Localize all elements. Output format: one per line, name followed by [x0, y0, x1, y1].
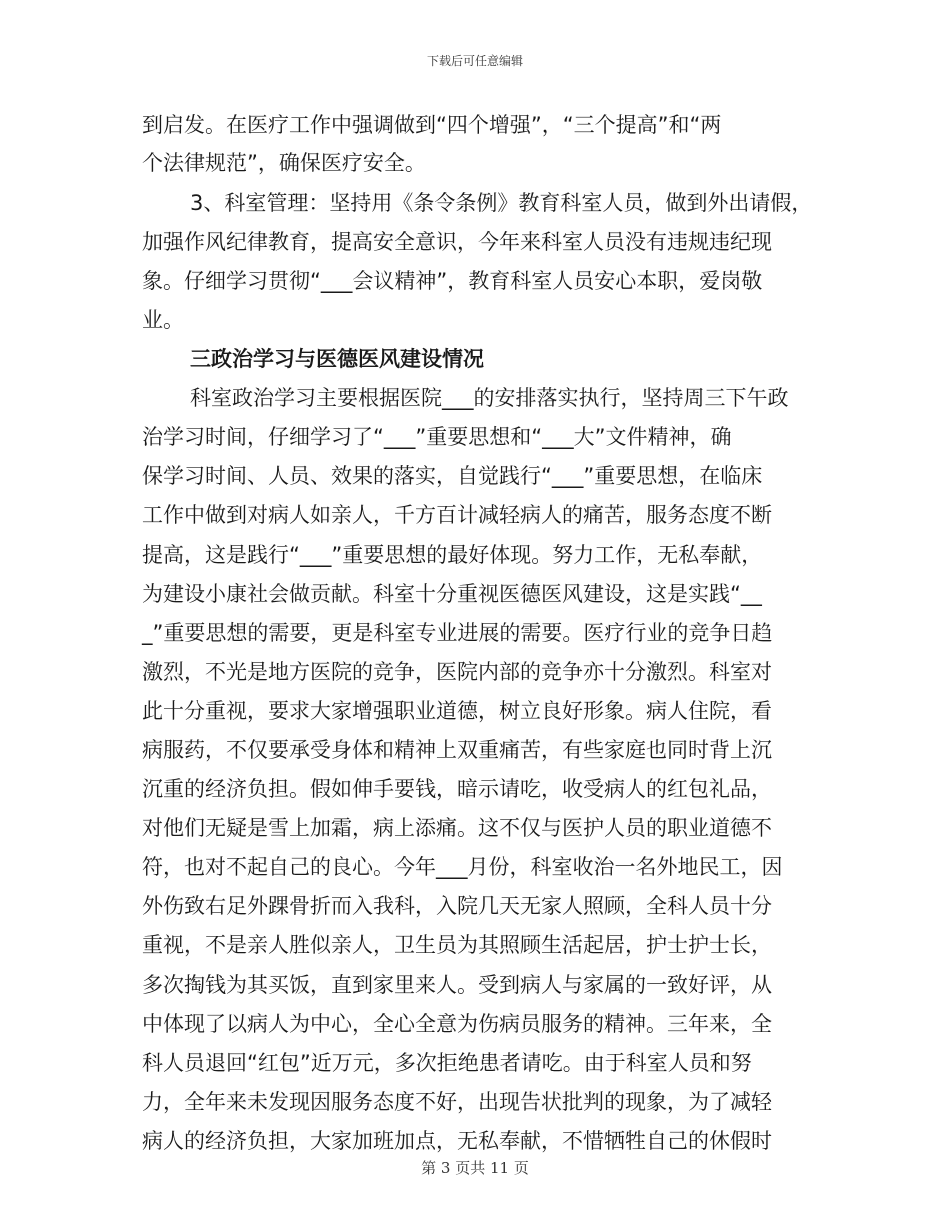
body-line: 个法律规范”，确保医疗安全。 [142, 151, 426, 175]
body-line: 多次掏钱为其买饭，直到家里来人。受到病人与家属的一致好评，从 [142, 973, 772, 997]
body-line: 治学习时间，仔细学习了“___”重要思想和“___大”文件精神，确 [142, 425, 732, 449]
page-header-note: 下载后可任意编辑 [426, 54, 523, 68]
body-line: 病服药，不仅要承受身体和精神上双重痛苦，有些家庭也同时背上沉 [142, 738, 772, 762]
body-line: 科人员退回“红包”近万元，多次拒绝患者请吃。由于科室人员和努 [142, 1051, 752, 1075]
body-line: 重视，不是亲人胜似亲人，卫生员为其照顾生活起居，护士护士长， [142, 933, 772, 957]
body-line: 符，也对不起自己的良心。今年___月份，科室收治一名外地民工，因 [142, 855, 783, 879]
body-line: 3、科室管理：坚持用《条令条例》教育科室人员，做到外出请假， [190, 191, 813, 215]
body-line: _”重要思想的需要，更是科室专业进展的需要。医疗行业的竞争日趋 [142, 621, 773, 645]
body-line: 加强作风纪律教育，提高安全意识，今年来科室人员没有违规违纪现 [142, 230, 772, 254]
body-line: 为建设小康社会做贡献。科室十分重视医德医风建设，这是实践“__ [142, 582, 762, 606]
body-line: 提高，这是践行“___”重要思想的最好体现。努力工作，无私奉献， [142, 543, 763, 567]
body-line: 中体现了以病人为中心，全心全意为伤病员服务的精神。三年来，全 [142, 1012, 772, 1036]
body-line: 对他们无疑是雪上加霜，病上添痛。这不仅与医护人员的职业道德不 [142, 816, 772, 840]
body-line: 病人的经济负担，大家加班加点，无私奉献，不惜牺牲自己的休假时 [142, 1129, 772, 1153]
body-line: 保学习时间、人员、效果的落实，自觉践行“___”重要思想，在临床 [142, 464, 763, 488]
body-line: 沉重的经济负担。假如伸手要钱，暗示请吃，收受病人的红包礼品， [142, 777, 772, 801]
body-line: 业。 [142, 308, 184, 332]
body-line: 外伤致右足外踝骨折而入我科，入院几天无家人照顾，全科人员十分 [142, 894, 772, 918]
body-line: 象。仔细学习贯彻“___会议精神”，教育科室人员安心本职，爱岗敬 [142, 269, 763, 293]
body-line: 到启发。在医疗工作中强调做到“四个增强”，“三个提高”和“两 [142, 113, 722, 137]
body-line: 此十分重视，要求大家增强职业道德，树立良好形象。病人住院，看 [142, 699, 772, 723]
body-line: 力，全年来未发现因服务态度不好，出现告状批判的现象，为了减轻 [142, 1090, 772, 1114]
page-number-footer: 第 3 页共 11 页 [421, 1159, 529, 1177]
body-line: 科室政治学习主要根据医院___的安排落实执行，坚持周三下午政 [190, 386, 789, 410]
section-heading: 三政治学习与医德医风建设情况 [190, 347, 484, 371]
body-line: 激烈，不光是地方医院的竞争，医院内部的竞争亦十分激烈。科室对 [142, 660, 772, 684]
body-line: 工作中做到对病人如亲人，千方百计减轻病人的痛苦，服务态度不断 [142, 503, 772, 527]
